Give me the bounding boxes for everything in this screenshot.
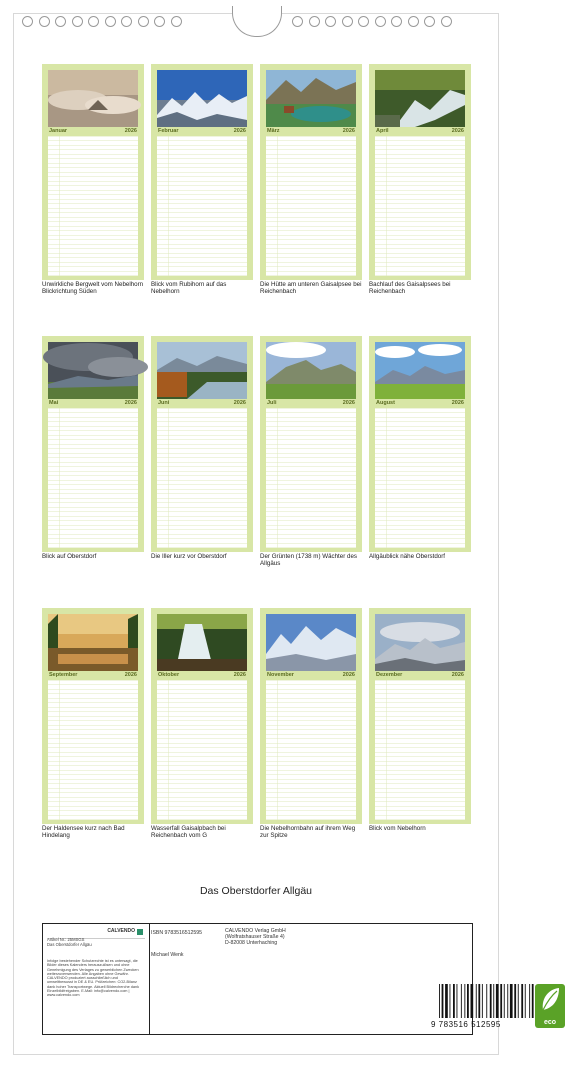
- day-grid: [375, 680, 465, 820]
- binding-hole: [55, 16, 66, 27]
- month-name: März: [267, 128, 280, 134]
- month-caption: Wasserfall Gaisalpbach bei Reichenbach vom G: [151, 825, 226, 839]
- month-photo: [266, 342, 356, 399]
- month-photo: [266, 70, 356, 127]
- legal-notice: Infolge bestehender Schutzrechte ist es untersagt, die Bilder dieses Kalenders herauszulösen und ohne Genehmigung des Verlages zu gewerblichen Zwecken weiterzuverwenden. Alle Angaben ohne Gewähr. CALVENDO produziert ausschließlich und umweltbewusst in DE & EU. Prüfzeichen: CO2-Bilanz dank hoher Transportwege. Aktuell Bildrecherche dank Einzelbildfreigaben. E-Mail: info@calvendo.com | www.calvendo.com: [47, 959, 140, 998]
- month-photo: [157, 614, 247, 671]
- binding-hole: [441, 16, 452, 27]
- month-header: [157, 671, 247, 679]
- month-card-10: [151, 608, 253, 824]
- month-card-5: [42, 336, 144, 552]
- month-year: 2026: [233, 672, 246, 678]
- month-name: September: [49, 672, 78, 678]
- month-year: 2026: [451, 128, 464, 134]
- publisher-street: (Wolfratshauser Straße 4): [225, 934, 285, 940]
- month-card-11: [260, 608, 362, 824]
- month-header: [266, 127, 356, 135]
- day-grid: [375, 136, 465, 276]
- binding-hole: [171, 16, 182, 27]
- day-grid: [266, 680, 356, 820]
- info-left-column: [43, 924, 150, 1034]
- month-card-3: [260, 64, 362, 280]
- month-caption: Die Nebelhornbahn auf ihrem Weg zur Spitze: [260, 825, 356, 839]
- month-name: Februar: [158, 128, 179, 134]
- binding-hole: [22, 16, 33, 27]
- month-card-9: [42, 608, 144, 824]
- info-calendar-title: Das Oberstdorfer Allgäu: [47, 942, 92, 947]
- month-name: November: [267, 672, 294, 678]
- month-header: [48, 127, 138, 135]
- month-caption: Bachlauf des Gaisalpsees bei Reichenbach: [369, 281, 451, 295]
- day-grid: [375, 408, 465, 548]
- day-grid: [157, 408, 247, 548]
- binding-hole: [154, 16, 165, 27]
- month-card-12: [369, 608, 471, 824]
- binding-hole: [138, 16, 149, 27]
- binding-hole: [292, 16, 303, 27]
- month-name: Juni: [158, 400, 170, 406]
- binding-hole: [424, 16, 435, 27]
- month-year: 2026: [124, 400, 137, 406]
- binding-hole: [325, 16, 336, 27]
- binding-hole: [358, 16, 369, 27]
- month-header: [157, 399, 247, 407]
- month-header: [48, 399, 138, 407]
- info-right-column: [149, 924, 557, 1034]
- isbn: ISBN 9783516512595: [151, 930, 203, 936]
- month-card-2: [151, 64, 253, 280]
- barcode-number: 9 783516 512595: [431, 1020, 501, 1029]
- month-card-1: [42, 64, 144, 280]
- month-year: 2026: [124, 128, 137, 134]
- month-name: April: [376, 128, 389, 134]
- month-caption: Allgäublick nähe Oberstdorf: [369, 553, 446, 560]
- binding-hole: [309, 16, 320, 27]
- publisher-city: D-82008 Unterhaching: [225, 940, 278, 946]
- binding-hole: [342, 16, 353, 27]
- month-photo: [157, 342, 247, 399]
- month-name: August: [376, 400, 395, 406]
- binding-hole: [408, 16, 419, 27]
- day-grid: [157, 680, 247, 820]
- day-grid: [157, 136, 247, 276]
- publisher-name: CALVENDO Verlag GmbH: [225, 928, 286, 934]
- month-name: Oktober: [158, 672, 180, 678]
- month-card-4: [369, 64, 471, 280]
- month-year: 2026: [233, 400, 246, 406]
- month-caption: Unwirkliche Bergwelt vom Nebelhorn Blickrichtung Süden: [42, 281, 144, 295]
- day-grid: [48, 408, 138, 548]
- calendar-title: Das Oberstdorfer Allgäu: [199, 885, 313, 897]
- binding-hole: [39, 16, 50, 27]
- month-header: [375, 671, 465, 679]
- binding-holes-right: [292, 16, 452, 30]
- month-photo: [48, 342, 138, 399]
- month-photo: [48, 614, 138, 671]
- month-photo: [375, 614, 465, 671]
- month-name: Juli: [267, 400, 277, 406]
- month-header: [375, 127, 465, 135]
- month-year: 2026: [342, 400, 355, 406]
- month-caption: Blick vom Nebelhorn: [369, 825, 426, 832]
- month-caption: Die Iller kurz vor Oberstdorf: [151, 553, 227, 560]
- day-grid: [48, 136, 138, 276]
- month-header: [157, 127, 247, 135]
- month-year: 2026: [451, 672, 464, 678]
- month-year: 2026: [451, 400, 464, 406]
- calvendo-logo: CALVENDO: [107, 928, 135, 934]
- back-info-box: [42, 923, 557, 1035]
- month-year: 2026: [233, 128, 246, 134]
- month-header: [266, 671, 356, 679]
- day-grid: [266, 136, 356, 276]
- leaf-icon: [535, 984, 565, 1016]
- month-name: Mai: [49, 400, 59, 406]
- month-photo: [157, 70, 247, 127]
- month-year: 2026: [342, 128, 355, 134]
- month-photo: [48, 70, 138, 127]
- month-card-6: [151, 336, 253, 552]
- author: Michael Wenk: [151, 952, 184, 958]
- month-caption: Der Haldensee kurz nach Bad Hindelang: [42, 825, 125, 839]
- binding-holes-left: [22, 16, 182, 30]
- month-card-7: [260, 336, 362, 552]
- month-card-8: [369, 336, 471, 552]
- eco-label: eco: [543, 1019, 557, 1026]
- month-header: [48, 671, 138, 679]
- article-number: Artikel Nr.: 25MSGS: [47, 937, 85, 942]
- month-header: [375, 399, 465, 407]
- month-name: Dezember: [376, 672, 403, 678]
- logo-mark-icon: [137, 929, 143, 935]
- binding-hole: [121, 16, 132, 27]
- month-caption: Blick auf Oberstdorf: [42, 553, 97, 560]
- month-photo: [266, 614, 356, 671]
- day-grid: [266, 408, 356, 548]
- binding-hole: [72, 16, 83, 27]
- binding-hole: [375, 16, 386, 27]
- month-caption: Blick vom Rubihorn auf das Nebelhorn: [151, 281, 227, 295]
- month-photo: [375, 70, 465, 127]
- month-header: [266, 399, 356, 407]
- day-grid: [48, 680, 138, 820]
- month-photo: [375, 342, 465, 399]
- binding-hole: [105, 16, 116, 27]
- binding-hole: [391, 16, 402, 27]
- month-caption: Die Hütte am unteren Gaisalpsee bei Reichenbach: [260, 281, 362, 295]
- month-caption: Der Grünten (1738 m) Wächter des Allgäus: [260, 553, 357, 567]
- month-year: 2026: [342, 672, 355, 678]
- binding-hole: [88, 16, 99, 27]
- eco-badge: [535, 984, 565, 1028]
- month-name: Januar: [49, 128, 68, 134]
- month-year: 2026: [124, 672, 137, 678]
